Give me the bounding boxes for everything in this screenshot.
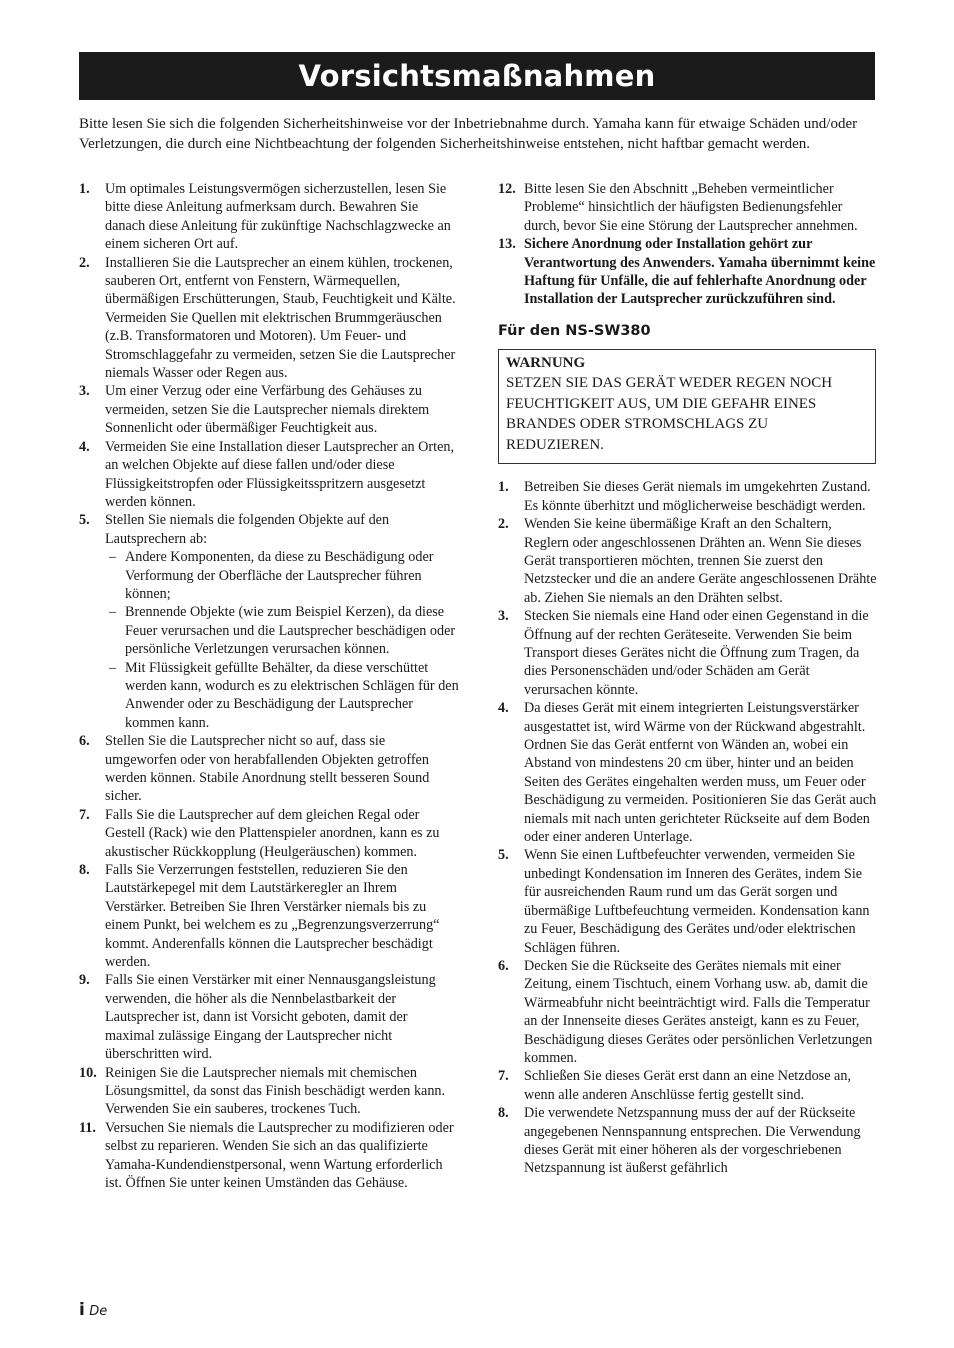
- list-item: [79, 1119, 459, 1193]
- warning-title: WARNUNG: [506, 354, 586, 371]
- item-text: Falls Sie die Lautsprecher auf dem gleichen Regal oder Gestell (Rack) wie den Plattenspieler anordnen, kann es zu akustischer Rückkopplung (Heulgeräuschen) kommen.: [105, 806, 440, 860]
- list-item: [498, 1067, 878, 1104]
- list-item: [79, 1064, 459, 1119]
- item-text: Wenden Sie keine übermäßige Kraft an den Schaltern, Reglern oder angeschlossenen Drähten an. Wenn Sie dieses Gerät transportieren möchten, trennen Sie zuerst den Netzstecker und die an andere Geräte angeschlossenen Drähte ab. Ziehen Sie niemals an den Drähten selbst.: [524, 516, 877, 606]
- sub-list-item: – Brennende Objekte (wie zum Beispiel Kerzen), da diese Feuer verursachen und die Lautsprecher beschädigen oder persönliche Verletzungen verursachen können.: [105, 603, 459, 658]
- item-text: Bitte lesen Sie den Abschnitt „Beheben vermeintlicher Probleme“ hinsichtlich der häufigsten Bedienungsfehler durch, bevor Sie eine Störung der Lautsprecher annehmen.: [524, 181, 858, 234]
- item-number: 3.: [79, 383, 90, 400]
- warning-text: SETZEN SIE DAS GERÄT WEDER REGEN NOCH FEUCHTIGKEIT AUS, UM DIE GEFAHR EINES BRANDES ODER STROMSCHLAGS ZU REDUZIEREN.: [506, 375, 833, 453]
- sub-list-item: – Andere Komponenten, da diese zu Beschädigung oder Verformung der Oberfläche der Lautsprecher führen können;: [105, 548, 459, 603]
- item-number: 2.: [79, 254, 90, 271]
- item-number: 4.: [498, 700, 509, 717]
- item-number: 4.: [79, 438, 90, 455]
- item-text: Die verwendete Netzspannung muss der auf der Rückseite angegebenen Nennspannung entsprechen. Die Verwendung dieses Gerät mit einer höheren als der vorgeschriebenen Netzspannung ist äußerst gefährlich: [524, 1105, 861, 1177]
- item-number: 1.: [79, 181, 90, 197]
- list-item: [498, 699, 878, 846]
- list-item: [498, 846, 878, 956]
- list-item: [498, 1104, 878, 1178]
- warning-box: [498, 349, 876, 465]
- item-text: Installieren Sie die Lautsprecher an einem kühlen, trockenen, sauberen Ort, entfernt von Fenstern, Wärmequellen, übermäßigen Erschütterungen, Staub, Feuchtigkeit und Kälte. Vermeiden Sie Quellen mit elektrischen Brummgeräuschen (z.B. Transformatoren und Motoren). Um Feuer- und Stromschlaggefahr zu vermeiden, setzen Sie die Lautsprecher niemals Wasser oder Regen aus.: [105, 254, 456, 382]
- item-number: 7.: [79, 806, 90, 823]
- item-text: Schließen Sie dieses Gerät erst dann an eine Netzdose an, wenn alle anderen Anschlüsse fertig gestellt sind.: [524, 1068, 851, 1103]
- item-text: Sichere Anordnung oder Installation gehört zur Verantwortung des Anwenders. Yamaha übernimmt keine Haftung für Unfälle, die auf fehlerhafte Anordnung oder Installation der Lautsprecher zurückzuführen sind.: [524, 236, 876, 308]
- item-number: 8.: [79, 862, 90, 879]
- language-code: De: [89, 1304, 108, 1319]
- page-title: Vorsichtsmaßnahmen: [298, 59, 656, 93]
- list-item: [79, 971, 459, 1063]
- list-item: [498, 235, 878, 309]
- item-text: Versuchen Sie niemals die Lautsprecher zu modifizieren oder selbst zu reparieren. Wenden Sie sich an das qualifizierte Yamaha-Kundendienstpersonal, wenn Wartung erforderlich ist. Öffnen Sie unter keinen Umständen das Gehäuse.: [105, 1119, 454, 1191]
- item-text: Decken Sie die Rückseite des Gerätes niemals mit einer Zeitung, einem Tischtuch, einem Vorhang usw. ab, damit die Wärmeabfuhr nicht beeinträchtigt wird. Falls die Temperatur an der Innenseite dieses Gerätes ansteigt, kann es zu Feuer, Beschädigung dieses Gerätes oder persönlichen Verletzungen kommen.: [524, 957, 873, 1066]
- list-item: [79, 438, 459, 512]
- item-text: Stellen Sie niemals die folgenden Objekte auf den Lautsprechern ab:: [105, 512, 390, 547]
- list-item: [79, 382, 459, 437]
- list-item: [498, 515, 878, 607]
- right-column: [498, 180, 878, 1178]
- item-text: Um einer Verzug oder eine Verfärbung des Gehäuses zu vermeiden, setzen Sie die Lautsprecher niemals direktem Sonnenlicht oder übermäßiger Feuchtigkeit aus.: [105, 383, 430, 437]
- item-text: Vermeiden Sie eine Installation dieser Lautsprecher an Orten, an welchen Objekte auf diese fallen und/oder diese Flüssigkeitstropfen oder Flüssigkeitsspritzern ausgesetzt werden können.: [105, 438, 455, 510]
- item-text: Betreiben Sie dieses Gerät niemals im umgekehrten Zustand. Es könnte überhitzt und möglicherweise beschädigt werden.: [524, 479, 871, 514]
- item-text: Falls Sie Verzerrungen feststellen, reduzieren Sie den Lautstärkepegel mit dem Lautstärkeregler an Ihrem Verstärker. Betreiben Sie Ihren Verstärker niemals bis zu einem Punkt, bei welchem es zu „Begrenzungsverzerrung“ kommt. Anderenfalls können die Lautsprecher beschädigt werden.: [105, 862, 440, 971]
- item-text: Um optimales Leistungsvermögen sicherzustellen, lesen Sie bitte diese Anleitung aufmerksam durch. Bewahren Sie danach diese Anleitung für zukünftige Nachschlagzwecke an einem sicheren Ort auf.: [105, 181, 451, 253]
- sub-list-item: – Mit Flüssigkeit gefüllte Behälter, da diese verschüttet werden kann, wodurch es zu elektrischen Schlägen für den Anwender oder zu Beschädigung der Lautsprecher kommen kann.: [105, 659, 459, 733]
- list-item: [79, 180, 459, 254]
- item-text: Da dieses Gerät mit einem integrierten Leistungsverstärker ausgestattet ist, wird Wärme von der Rückwand abgestrahlt. Ordnen Sie das Gerät entfernt von Wänden an, wobei ein Abstand von mindestens 20 cm über, hinter und an beiden Seiten des Gerätes eingehalten werden muss, um Feuer oder Beschädigung zu vermeiden. Positionieren Sie das Gerät auch niemals mit nach unten gerichteter Rückseite auf dem Boden oder einer anderen Unterlage.: [524, 700, 877, 846]
- list-item: [498, 180, 878, 235]
- item-number: 1.: [498, 479, 509, 496]
- precautions-list-continued: [498, 180, 878, 309]
- list-item: [498, 607, 878, 699]
- list-item: [498, 478, 878, 515]
- title-bar: [79, 52, 875, 100]
- list-item: [79, 806, 459, 861]
- item-number: 7.: [498, 1068, 509, 1085]
- list-item: [79, 861, 459, 971]
- item-text: Stellen Sie die Lautsprecher nicht so auf, dass sie umgeworfen oder von herabfallenden Objekten getroffen werden können. Stabile Anordnung stellt besseren Sound sicher.: [105, 733, 430, 805]
- item-number: 9.: [79, 972, 90, 989]
- item-number: 5.: [498, 847, 509, 864]
- page-footer: [79, 1300, 107, 1320]
- list-item: [498, 957, 878, 1067]
- item-number: 5.: [79, 512, 90, 529]
- subwoofer-precautions-list: [498, 478, 878, 1177]
- list-item: [79, 732, 459, 806]
- intro-paragraph: Bitte lesen Sie sich die folgenden Sicherheitshinweise vor der Inbetriebnahme durch. Yamaha kann für etwaige Schäden und/oder Verletzungen, die durch eine Nichtbeachtung der folgenden Sicherheitshinweise entstehen, nicht haftbar gemacht werden.: [79, 116, 858, 153]
- list-item: [79, 254, 459, 383]
- item-number: 11.: [79, 1119, 96, 1136]
- item-number: 10.: [79, 1064, 97, 1081]
- item-number: 6.: [498, 957, 509, 974]
- left-column: [79, 180, 459, 1192]
- item-text: Wenn Sie einen Luftbefeuchter verwenden, vermeiden Sie unbedingt Kondensation im Inneren des Gerätes, indem Sie für ausreichenden Raum rund um das Gerät sorgen und übermäßige Luftbefeuchtung vermeiden. Kondensation kann zu Feuer, Beschädigung des Gerätes und/oder elektrischen Schlägen führen.: [524, 847, 870, 956]
- item-text: Reinigen Sie die Lautsprecher niemals mit chemischen Lösungsmittel, da sonst das Finish beschädigt werden kann. Verwenden Sie ein sauberes, trockenes Tuch.: [105, 1064, 446, 1118]
- item-text: Stecken Sie niemals eine Hand oder einen Gegenstand in die Öffnung auf der rechten Geräteseite. Verwenden Sie beim Transport dieses Gerätes nicht die Öffnung zum Tragen, da dies Personenschäden und/oder Schäden am Gerät verursachen könnte.: [524, 608, 869, 698]
- item-number: 2.: [498, 516, 509, 533]
- item-number: 13.: [498, 236, 516, 253]
- page-number: i: [79, 1300, 85, 1320]
- item-text: Falls Sie einen Verstärker mit einer Nennausgangsleistung verwenden, die höher als die Nennbelastbarkeit der Lautsprecher ist, dann ist Vorsicht geboten, damit der maximal zulässige Eingang der Lautsprecher nicht überschritten wird.: [105, 972, 436, 1063]
- precautions-list: [79, 180, 459, 1192]
- item-number: 6.: [79, 733, 90, 750]
- sub-list: [105, 548, 459, 732]
- item-number: 12.: [498, 181, 516, 197]
- item-number: 3.: [498, 608, 509, 625]
- section-heading: Für den NS-SW380: [498, 322, 651, 339]
- list-item: [79, 511, 459, 732]
- item-number: 8.: [498, 1105, 509, 1122]
